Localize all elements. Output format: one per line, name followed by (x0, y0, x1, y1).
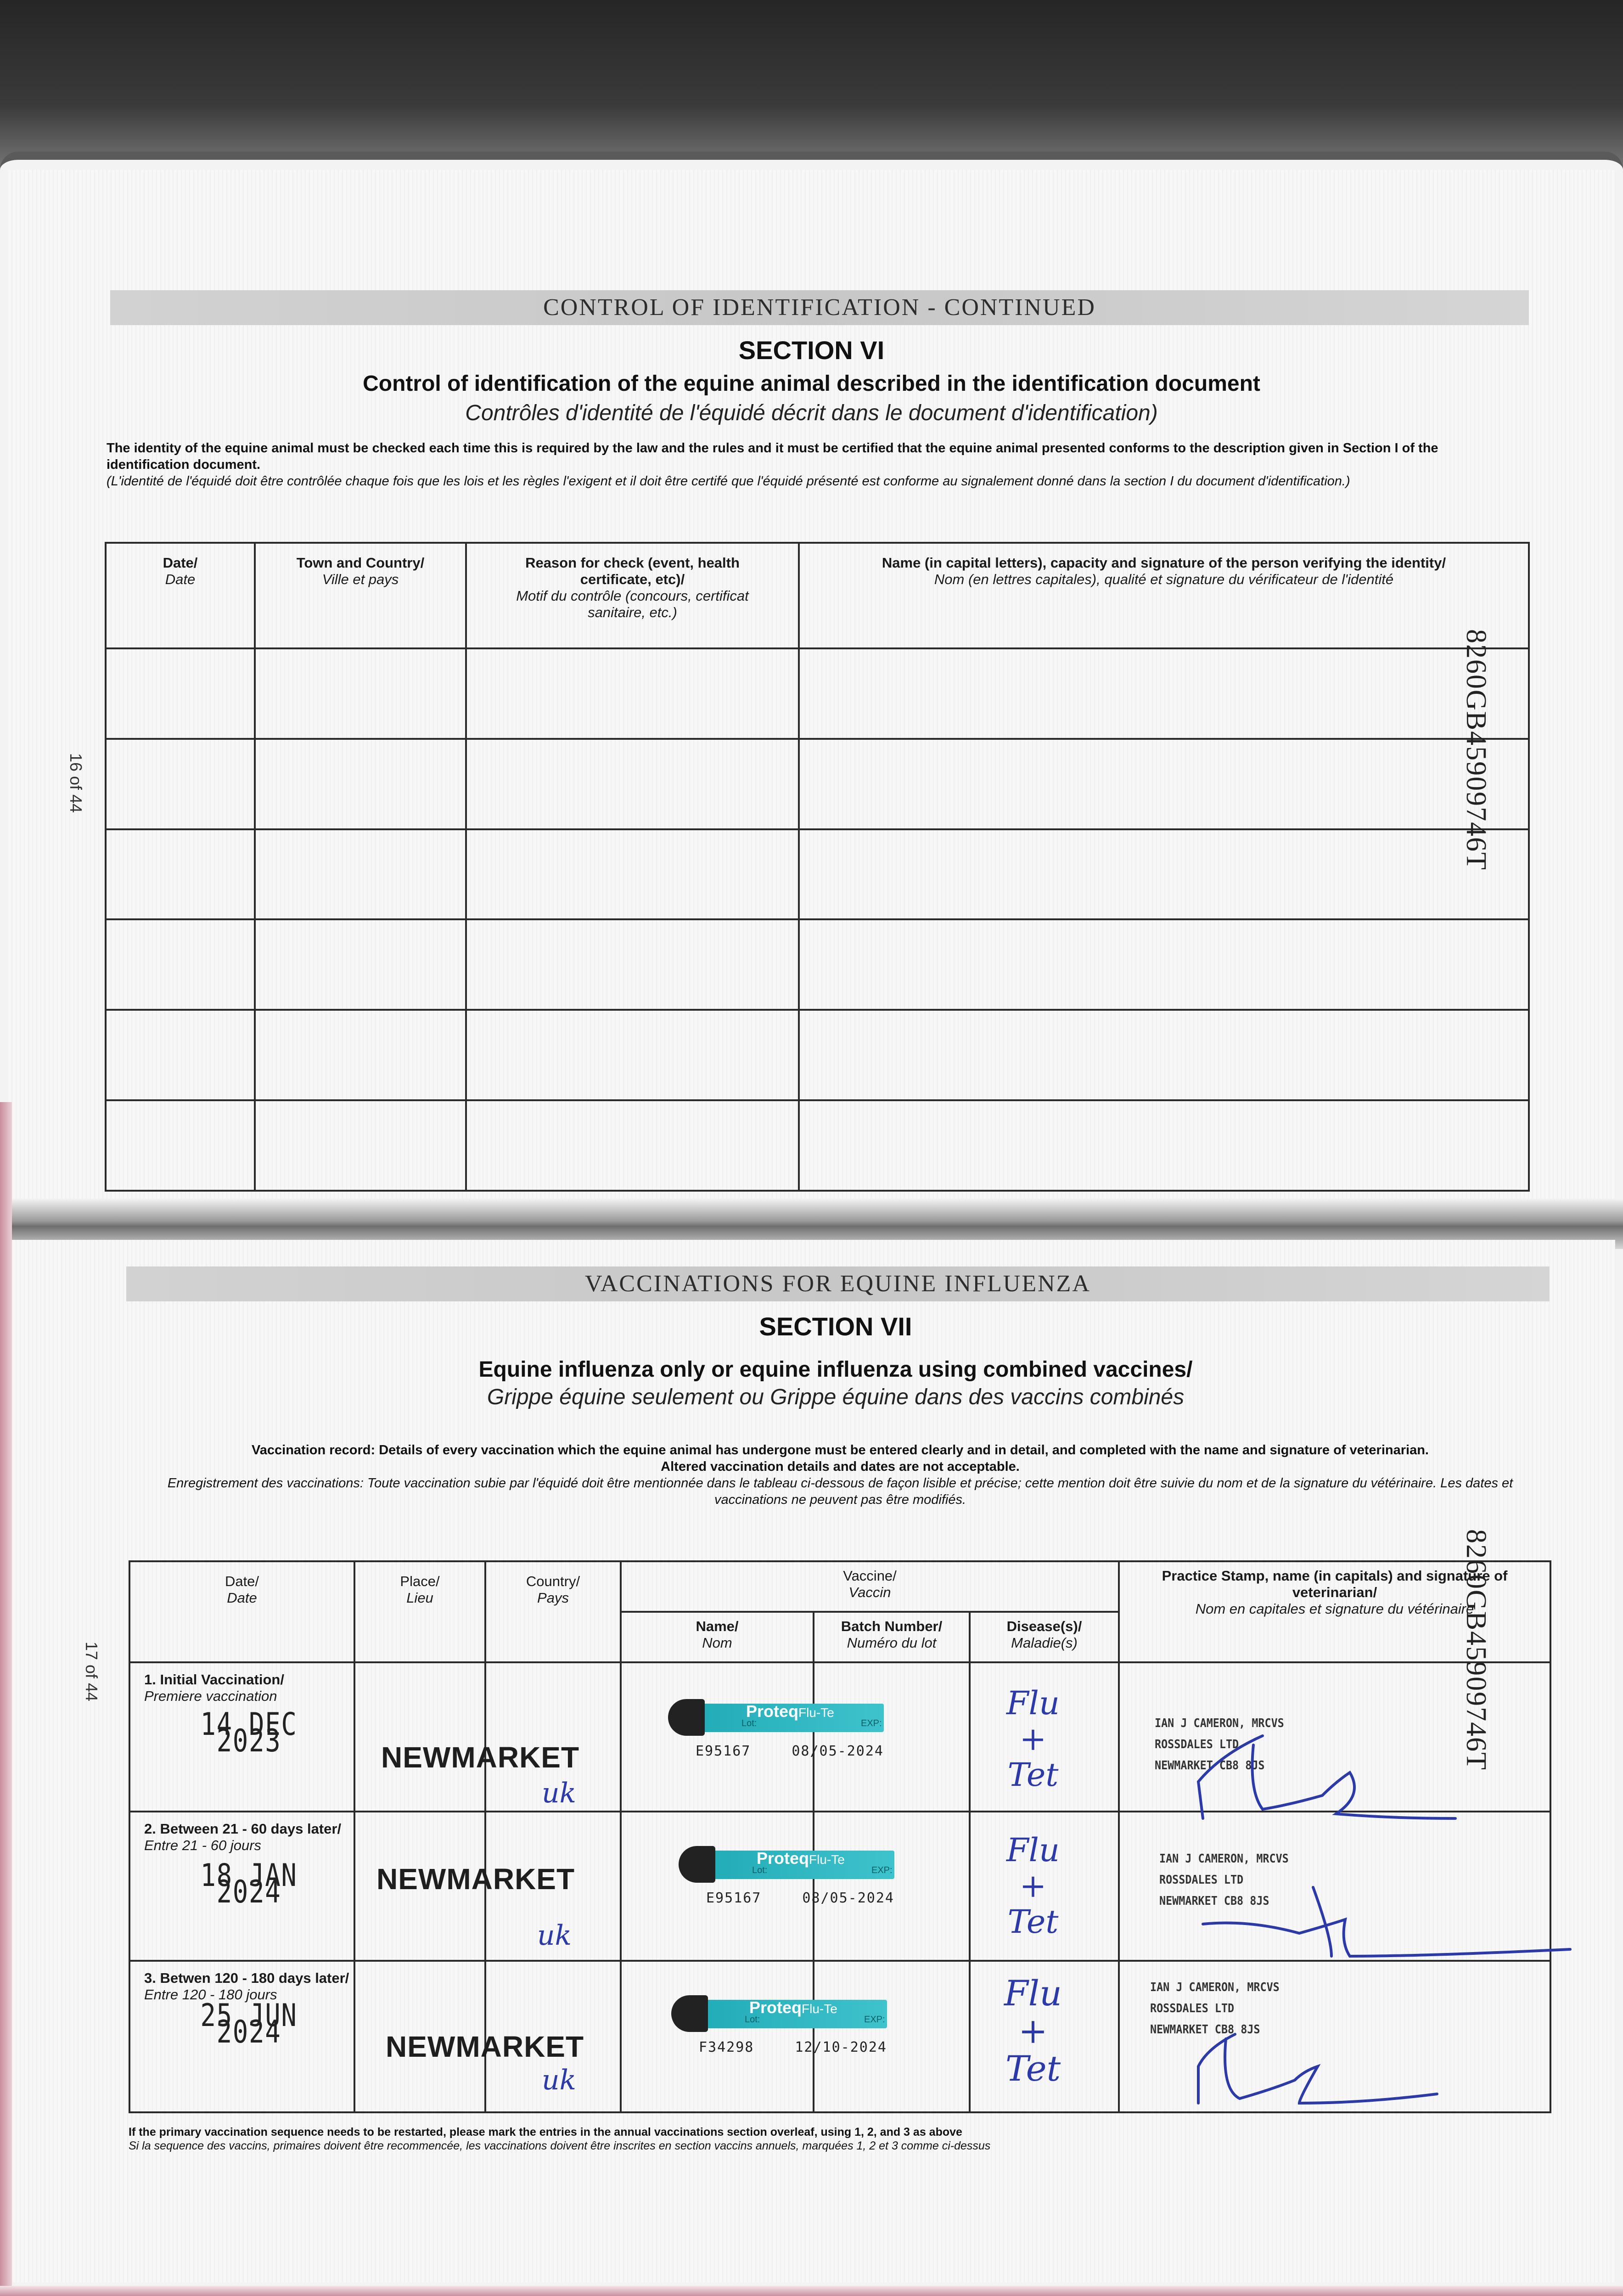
lot-label: Lot: (741, 1718, 757, 1728)
table-row (106, 1010, 1529, 1100)
page-edge-bottom (0, 2286, 1623, 2296)
cell-empty[interactable] (799, 829, 1529, 920)
vet-address: NEWMARKET CB8 8JS (1155, 1759, 1265, 1773)
col-practice-en: Practice Stamp, name (in capitals) and signature of veterinarian/ (1162, 1568, 1508, 1600)
row1-date-cell[interactable] (129, 1662, 354, 1812)
col-verifier (799, 543, 1529, 648)
expiry-date: 08/05-2024 (792, 1743, 884, 1759)
col-place-fr: Lieu (406, 1590, 433, 1606)
disease-line: Tet (1007, 1756, 1059, 1794)
vaccine-product-name: Flu-Te (798, 1705, 834, 1720)
cell-empty[interactable] (466, 829, 799, 920)
exp-label: EXP: (864, 2015, 885, 2025)
cell-empty[interactable] (255, 829, 466, 920)
cell-empty[interactable] (799, 648, 1529, 739)
cell-empty[interactable] (466, 739, 799, 829)
col-reason (466, 543, 799, 648)
row3-vet-signature (1180, 2020, 1478, 2117)
identity-check-table (105, 542, 1530, 1192)
cell-empty[interactable] (255, 739, 466, 829)
disease-line: Tet (1007, 1903, 1059, 1941)
disease-line: Flu (1006, 1684, 1060, 1722)
vet-address: NEWMARKET CB8 8JS (1159, 1894, 1269, 1908)
footnote-fr: Si la sequence des vaccins, primaires doivent être recommencée, les vaccinations doivent être inscrites en section vaccins annuels, marquées 1, 2 et 3 comme ci-dessus (129, 2139, 991, 2152)
vet-name: IAN J CAMERON, MRCVS (1155, 1716, 1284, 1730)
row2-disease-handwriting (1003, 1832, 1063, 1940)
cell-empty[interactable] (466, 1100, 799, 1191)
cell-empty[interactable] (106, 919, 255, 1010)
section7-banner: VACCINATIONS FOR EQUINE INFLUENZA (126, 1266, 1550, 1301)
row1-date-stamp: 14 DEC 2023 (200, 1706, 298, 1759)
vaccine-logo-icon (668, 1699, 705, 1736)
row1-label-en: 1. Initial Vaccination/ (144, 1671, 284, 1688)
vaccine-logo-icon (671, 1995, 708, 2032)
section7-instructions-en-1: Vaccination record: Details of every vaccination which the equine animal has undergone must be entered clearly and in detail, and completed with the name and signature of veterinarian. (252, 1443, 1429, 1458)
col-practice-fr: Nom en capitales et signature du vétérinaire (1195, 1601, 1474, 1617)
col-batch-en: Batch Number/ (841, 1618, 943, 1634)
vaccine-brand-name: Proteq (746, 1702, 799, 1721)
section7-subtitle-en: Equine influenza only or equine influenza using combined vaccines/ (478, 1357, 1193, 1382)
col-vacc-date-fr: Date (227, 1590, 257, 1606)
col-name-fr: Nom (702, 1635, 732, 1651)
row3-vaccine-label (671, 1995, 896, 2073)
col-disease-fr: Maladie(s) (1011, 1635, 1078, 1651)
col-reason-en: Reason for check (event, health certificate, etc)/ (525, 555, 740, 587)
section6-instructions-fr: (L'identité de l'équidé doit être contrôlée chaque fois que les lois et les règles l'exigent et il doit être certifé que l'équidé présenté est conforme au signalement donné dans la section I du document d'identification.) (107, 474, 1350, 489)
cell-empty[interactable] (799, 739, 1529, 829)
vaccination-header-row-1 (129, 1561, 1550, 1612)
vaccine-brand (757, 1849, 845, 1868)
disease-line: Flu (1004, 1973, 1062, 2014)
row3-label-fr: Entre 120 - 180 jours (144, 1986, 277, 2003)
expiry-date: 12/10-2024 (795, 2039, 887, 2055)
vaccine-brand-name: Proteq (749, 1998, 802, 2017)
vaccine-brand (749, 1998, 837, 2017)
cell-empty[interactable] (799, 919, 1529, 1010)
cell-empty[interactable] (106, 1100, 255, 1191)
col-reason-fr: Motif du contrôle (concours, certificat sanitaire, etc.) (516, 588, 749, 620)
col-vaccine (621, 1561, 1119, 1612)
page-number-17: 17 of 44 (82, 1641, 101, 1702)
disease-line: + (1019, 1720, 1047, 1758)
row2-date-cell[interactable] (129, 1812, 354, 1961)
cell-empty[interactable] (255, 919, 466, 1010)
col-date-fr: Date (165, 571, 196, 587)
vaccine-brand-name: Proteq (757, 1849, 809, 1868)
passport-id-vertical-2: 8260GB45909746T (1460, 1529, 1492, 1771)
col-country-fr: Pays (537, 1590, 569, 1606)
vaccine-logo-icon (679, 1846, 715, 1883)
row2-label-fr: Entre 21 - 60 jours (144, 1837, 262, 1853)
vet-address: NEWMARKET CB8 8JS (1150, 2023, 1260, 2037)
section7-title: SECTION VII (759, 1312, 912, 1341)
col-vaccine-name (621, 1612, 814, 1662)
row3-label-en: 3. Betwen 120 - 180 days later/ (144, 1970, 349, 1986)
scanner-background (0, 0, 1623, 174)
vaccine-product-name: Flu-Te (802, 2002, 837, 2016)
row3-place-stamp: NEWMARKET (386, 2030, 584, 2063)
exp-label: EXP: (871, 1865, 893, 1875)
col-vacc-date (129, 1561, 354, 1662)
col-town-fr: Ville et pays (322, 571, 399, 587)
col-name-en: Name/ (696, 1618, 739, 1634)
vet-practice: ROSSDALES LTD (1159, 1873, 1244, 1887)
vaccine-codes (699, 2039, 887, 2055)
batch-number: E95167 (706, 1890, 762, 1906)
row1-disease-handwriting (1003, 1685, 1063, 1793)
row3-country-handwriting: uk (542, 2064, 576, 2096)
cell-empty[interactable] (255, 648, 466, 739)
section6-instructions-en: The identity of the equine animal must be checked each time this is required by the law and the rules and it must be certified that the equine animal presented conforms to the description given in Section I of the identification document. (107, 441, 1438, 472)
col-disease-en: Disease(s)/ (1006, 1618, 1082, 1634)
row1-place-stamp: NEWMARKET (381, 1741, 580, 1774)
table-row (106, 648, 1529, 739)
disease-line: Flu (1006, 1831, 1060, 1869)
section6-banner: CONTROL OF IDENTIFICATION - CONTINUED (110, 290, 1529, 325)
col-country-en: Country/ (526, 1573, 580, 1589)
cell-empty[interactable] (799, 1100, 1529, 1191)
cell-empty[interactable] (106, 1010, 255, 1100)
vaccine-brand (746, 1702, 834, 1721)
row1-country-handwriting: uk (542, 1777, 576, 1809)
table-row (106, 1100, 1529, 1191)
vet-practice: ROSSDALES LTD (1150, 2002, 1235, 2015)
vaccine-codes (696, 1743, 884, 1759)
col-batch (814, 1612, 970, 1662)
footnote-en: If the primary vaccination sequence needs to be restarted, please mark the entries in the annual vaccinations section overleaf, using 1, 2, and 3 as above (129, 2126, 962, 2138)
col-batch-fr: Numéro du lot (847, 1635, 937, 1651)
vet-name: IAN J CAMERON, MRCVS (1150, 1981, 1280, 1994)
row2-vet-signature (1194, 1869, 1589, 1975)
batch-number: E95167 (696, 1743, 751, 1759)
cell-empty[interactable] (106, 829, 255, 920)
col-verifier-en: Name (in capital letters), capacity and signature of the person verifying the identity/ (882, 555, 1446, 571)
row1-vaccine-label (668, 1699, 893, 1777)
section6-subtitle-fr: Contrôles d'identité de l'équidé décrit dans le document d'identification) (465, 401, 1158, 425)
col-vacc-date-en: Date/ (225, 1573, 259, 1589)
vaccine-codes (706, 1890, 894, 1906)
page-edge (0, 1102, 12, 2296)
disease-line: + (1018, 2010, 1048, 2051)
cell-empty[interactable] (799, 1010, 1529, 1100)
page-number-16: 16 of 44 (67, 753, 85, 813)
cell-empty[interactable] (255, 1100, 466, 1191)
col-verifier-fr: Nom (en lettres capitales), qualité et signature du vérificateur de l'identité (934, 571, 1394, 587)
row2-label-en: 2. Between 21 - 60 days later/ (144, 1821, 342, 1837)
disease-line: + (1019, 1867, 1047, 1905)
row1-place-cell[interactable] (354, 1662, 485, 1812)
row3-date-cell[interactable] (129, 1961, 354, 2112)
section7-instructions-fr: Enregistrement des vaccinations: Toute vaccination subie par l'équidé doit être mentionnée dans le tableau ci-dessous de façon lisible et précise; cette mention doit être suivie du nom et de la signature du vétérinaire. Les dates et vaccinations ne peuvent pas être modifiés. (167, 1476, 1513, 1507)
row2-country-handwriting: uk (537, 1919, 572, 1952)
lot-label: Lot: (752, 1865, 768, 1875)
lot-label: Lot: (745, 2015, 760, 2025)
col-place (354, 1561, 485, 1662)
section7-instructions (129, 1442, 1552, 1508)
table-row (106, 739, 1529, 829)
cell-empty[interactable] (466, 648, 799, 739)
col-date-en: Date/ (163, 555, 198, 571)
section6-instructions (107, 440, 1507, 490)
passport-id-vertical: 8260GB45909746T (1460, 629, 1492, 871)
row2-date-stamp: 18 JAN 2024 (200, 1857, 298, 1910)
row2-place-stamp: NEWMARKET (376, 1863, 575, 1896)
section7-instructions-en-2: Altered vaccination details and dates are not acceptable. (661, 1459, 1020, 1474)
col-town-en: Town and Country/ (296, 555, 425, 571)
row1-vet-signature (1185, 1727, 1483, 1832)
col-country (485, 1561, 621, 1662)
cell-empty[interactable] (106, 648, 255, 739)
table-row (106, 919, 1529, 1010)
table-row (106, 829, 1529, 920)
col-place-en: Place/ (400, 1573, 440, 1589)
vaccine-product-name: Flu-Te (809, 1852, 845, 1867)
vet-name: IAN J CAMERON, MRCVS (1159, 1852, 1289, 1866)
vet-practice: ROSSDALES LTD (1155, 1738, 1239, 1751)
cell-empty[interactable] (466, 1010, 799, 1100)
col-vaccine-en: Vaccine/ (843, 1568, 897, 1584)
cell-empty[interactable] (466, 919, 799, 1010)
section6-title: SECTION VI (738, 336, 885, 365)
col-town-country (255, 543, 466, 648)
col-date (106, 543, 255, 648)
section7-footnote (129, 2125, 1552, 2153)
row2-vaccine-label (679, 1846, 904, 1924)
identity-check-header-row (106, 543, 1529, 648)
row1-label-fr: Premiere vaccination (144, 1688, 277, 1704)
disease-line: Tet (1005, 2048, 1061, 2089)
expiry-date: 08/05-2024 (802, 1890, 894, 1906)
row3-date-stamp: 25 JUN 2024 (200, 1998, 298, 2050)
batch-number: F34298 (699, 2039, 754, 2055)
col-vaccine-fr: Vaccin (848, 1584, 891, 1600)
row3-disease-handwriting (999, 1975, 1067, 2088)
section7-subtitle-fr: Grippe équine seulement ou Grippe équine dans des vaccins combinés (487, 1385, 1185, 1409)
section6-subtitle-en: Control of identification of the equine animal described in the identification document (363, 371, 1260, 396)
col-disease (970, 1612, 1119, 1662)
cell-empty[interactable] (255, 1010, 466, 1100)
exp-label: EXP: (861, 1718, 882, 1728)
cell-empty[interactable] (106, 739, 255, 829)
